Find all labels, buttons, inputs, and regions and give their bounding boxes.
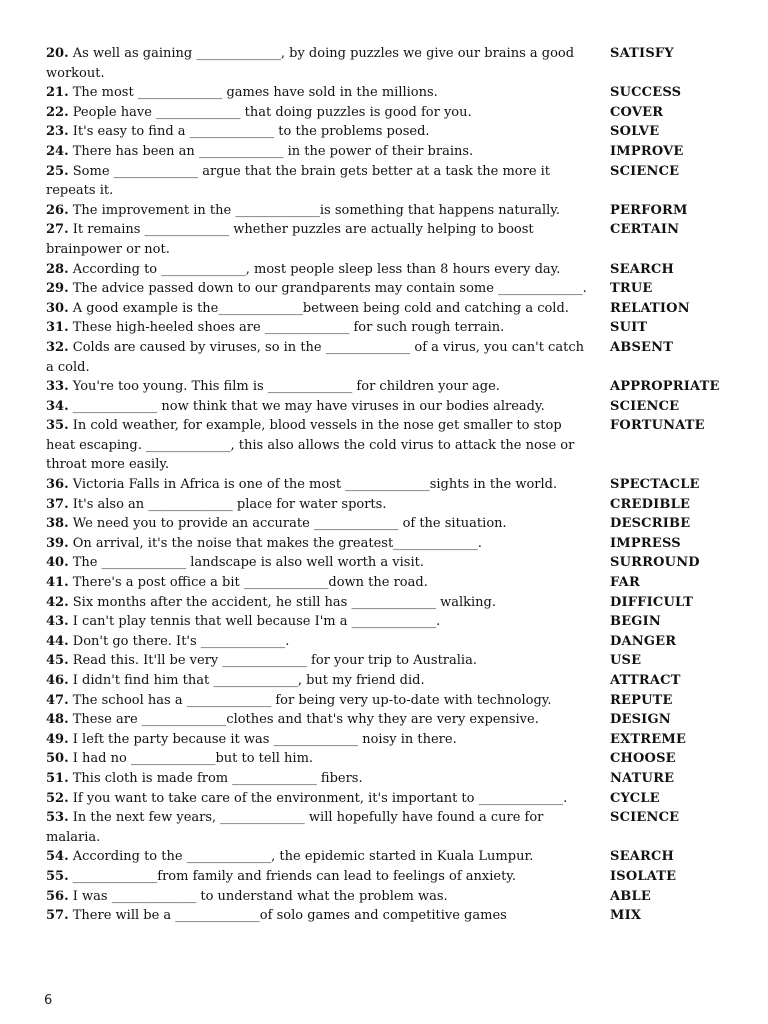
exercise-item <box>46 808 746 847</box>
root-word: FORTUNATE <box>610 418 705 434</box>
exercise-text: I had no _____________but to tell him. <box>72 751 314 767</box>
exercise-text: This cloth is made from _____________ fibers. <box>72 770 363 786</box>
exercise-number: 29. <box>46 281 69 297</box>
exercise-sentence <box>46 710 596 730</box>
exercise-text: _____________ now think that we may have viruses in our bodies already. <box>72 398 545 414</box>
root-word: SURROUND <box>610 555 700 571</box>
exercise-sentence <box>46 553 596 573</box>
exercise-number: 24. <box>46 143 69 159</box>
exercise-text: I left the party because it was _____________ noisy in there. <box>72 731 457 747</box>
exercise-number: 51. <box>46 770 69 786</box>
root-word: SEARCH <box>610 261 675 277</box>
root-word: DESIGN <box>610 712 671 728</box>
exercise-item <box>46 769 746 789</box>
root-word: IMPROVE <box>610 143 684 159</box>
root-word: DESCRIBE <box>610 516 691 532</box>
exercise-text: Don't go there. It's _____________. <box>72 633 290 649</box>
exercise-item <box>46 495 746 515</box>
exercise-number: 42. <box>46 594 69 610</box>
root-word: SPECTACLE <box>610 477 700 493</box>
exercise-item <box>46 632 746 652</box>
exercise-sentence <box>46 789 596 809</box>
exercise-text: I was _____________ to understand what the problem was. <box>72 888 448 904</box>
exercise-number: 25. <box>46 163 69 179</box>
exercise-text: The school has a _____________ for being very up-to-date with technology. <box>72 692 552 708</box>
exercise-number: 54. <box>46 849 69 865</box>
exercise-sentence <box>46 299 596 319</box>
root-word: CREDIBLE <box>610 496 691 512</box>
exercise-sentence <box>46 103 596 123</box>
exercise-sentence <box>46 887 596 907</box>
exercise-sentence <box>46 122 596 142</box>
exercise-number: 33. <box>46 379 69 395</box>
root-word: CYCLE <box>610 790 660 806</box>
exercise-text: I can't play tennis that well because I'm a _____________. <box>72 614 441 630</box>
root-word: ISOLATE <box>610 868 677 884</box>
exercise-text: A good example is the_____________between being cold and catching a cold. <box>72 300 569 316</box>
exercise-number: 34. <box>46 398 69 414</box>
root-word: CERTAIN <box>610 222 680 238</box>
exercise-item <box>46 612 746 632</box>
exercise-sentence <box>46 749 596 769</box>
exercise-list <box>46 44 746 926</box>
exercise-sentence <box>46 260 596 280</box>
exercise-text: The most _____________ games have sold in the millions. <box>72 85 438 101</box>
exercise-sentence <box>46 475 596 495</box>
exercise-text: People have _____________ that doing puzzles is good for you. <box>72 104 472 120</box>
root-word: SEARCH <box>610 849 675 865</box>
exercise-sentence <box>46 220 596 259</box>
root-word: SUIT <box>610 320 648 336</box>
exercise-number: 53. <box>46 810 69 826</box>
exercise-number: 40. <box>46 555 69 571</box>
exercise-item <box>46 201 746 221</box>
exercise-text: According to the _____________, the epidemic started in Kuala Lumpur. <box>72 849 534 865</box>
exercise-item <box>46 397 746 417</box>
exercise-text: These high-heeled shoes are _____________ for such rough terrain. <box>72 320 505 336</box>
exercise-sentence <box>46 573 596 593</box>
exercise-text: _____________from family and friends can lead to feelings of anxiety. <box>72 868 517 884</box>
exercise-item <box>46 867 746 887</box>
exercise-text: We need you to provide an accurate _____________ of the situation. <box>72 516 507 532</box>
exercise-item <box>46 318 746 338</box>
exercise-number: 55. <box>46 868 69 884</box>
exercise-text: You're too young. This film is _____________ for children your age. <box>72 379 500 395</box>
exercise-text: The _____________ landscape is also well worth a visit. <box>72 555 424 571</box>
exercise-item <box>46 377 746 397</box>
root-word: FAR <box>610 575 640 591</box>
root-word: USE <box>610 653 642 669</box>
page-number: 6 <box>44 993 53 1008</box>
exercise-text: It's easy to find a _____________ to the problems posed. <box>72 124 430 140</box>
exercise-number: 21. <box>46 85 69 101</box>
exercise-text: I didn't find him that _____________, but my friend did. <box>72 673 425 688</box>
exercise-item <box>46 534 746 554</box>
exercise-sentence <box>46 514 596 534</box>
root-word: CHOOSE <box>610 751 676 767</box>
exercise-text: The advice passed down to our grandparents may contain some _____________. <box>72 281 587 297</box>
exercise-item <box>46 103 746 123</box>
exercise-text: Read this. It'll be very _____________ for your trip to Australia. <box>72 653 477 669</box>
exercise-sentence <box>46 377 596 397</box>
exercise-text: There will be a _____________of solo games and competitive games <box>72 908 507 924</box>
exercise-number: 31. <box>46 320 69 336</box>
exercise-sentence <box>46 83 596 103</box>
exercise-sentence <box>46 671 596 691</box>
exercise-number: 32. <box>46 339 69 355</box>
exercise-number: 44. <box>46 633 69 649</box>
exercise-item <box>46 514 746 534</box>
exercise-text: If you want to take care of the environment, it's important to _____________. <box>72 790 568 806</box>
root-word: ATTRACT <box>610 673 681 688</box>
exercise-number: 50. <box>46 751 69 767</box>
root-word: TRUE <box>610 281 653 297</box>
exercise-number: 39. <box>46 535 69 551</box>
exercise-sentence <box>46 867 596 887</box>
exercise-text: On arrival, it's the noise that makes the greatest_____________. <box>72 535 482 551</box>
root-word: SATISFY <box>610 46 674 61</box>
exercise-number: 36. <box>46 477 69 493</box>
exercise-item <box>46 789 746 809</box>
exercise-number: 30. <box>46 300 69 316</box>
exercise-item <box>46 416 746 475</box>
exercise-item <box>46 162 746 201</box>
exercise-number: 23. <box>46 124 69 140</box>
root-word: DIFFICULT <box>610 594 694 610</box>
exercise-number: 20. <box>46 46 69 61</box>
exercise-item <box>46 593 746 613</box>
exercise-item <box>46 475 746 495</box>
exercise-sentence <box>46 534 596 554</box>
exercise-item <box>46 83 746 103</box>
root-word: NATURE <box>610 770 675 786</box>
exercise-text: Victoria Falls in Africa is one of the most _____________sights in the world. <box>72 477 558 493</box>
exercise-item <box>46 710 746 730</box>
exercise-number: 52. <box>46 790 69 806</box>
root-word: MIX <box>610 908 642 924</box>
exercise-sentence <box>46 730 596 750</box>
exercise-number: 49. <box>46 731 69 747</box>
exercise-sentence <box>46 632 596 652</box>
exercise-sentence <box>46 162 596 201</box>
exercise-item <box>46 847 746 867</box>
exercise-item <box>46 338 746 377</box>
root-word: COVER <box>610 104 664 120</box>
root-word: APPROPRIATE <box>610 379 720 395</box>
exercise-text: It remains _____________ whether puzzles are actually helping to boost brainpower or not. <box>46 222 534 257</box>
exercise-sentence <box>46 318 596 338</box>
exercise-text: According to _____________, most people sleep less than 8 hours every day. <box>72 261 561 277</box>
exercise-item <box>46 671 746 691</box>
root-word: ABLE <box>610 888 651 904</box>
exercise-number: 37. <box>46 496 69 512</box>
root-word: SOLVE <box>610 124 660 140</box>
root-word: PERFORM <box>610 202 688 218</box>
exercise-number: 46. <box>46 673 69 688</box>
exercise-item <box>46 299 746 319</box>
root-word: SCIENCE <box>610 810 680 826</box>
root-word: RELATION <box>610 300 690 316</box>
exercise-item <box>46 573 746 593</box>
exercise-text: There has been an _____________ in the power of their brains. <box>72 143 474 159</box>
exercise-item <box>46 906 746 926</box>
exercise-number: 38. <box>46 516 69 532</box>
exercise-item <box>46 122 746 142</box>
exercise-item <box>46 651 746 671</box>
exercise-item <box>46 142 746 162</box>
root-word: EXTREME <box>610 731 687 747</box>
exercise-sentence <box>46 397 596 417</box>
root-word: SCIENCE <box>610 163 680 179</box>
exercise-number: 45. <box>46 653 69 669</box>
root-word: BEGIN <box>610 614 661 630</box>
exercise-number: 43. <box>46 614 69 630</box>
exercise-sentence <box>46 808 596 847</box>
root-word: DANGER <box>610 633 677 649</box>
exercise-text: It's also an _____________ place for water sports. <box>72 496 387 512</box>
exercise-sentence <box>46 651 596 671</box>
exercise-item <box>46 220 746 259</box>
exercise-number: 56. <box>46 888 69 904</box>
exercise-text: Colds are caused by viruses, so in the _____________ of a virus, you can't catch a cold. <box>46 339 584 375</box>
exercise-item <box>46 691 746 711</box>
exercise-sentence <box>46 495 596 515</box>
exercise-sentence <box>46 691 596 711</box>
root-word: REPUTE <box>610 692 673 708</box>
root-word: SUCCESS <box>610 85 682 101</box>
exercise-sentence <box>46 847 596 867</box>
exercise-sentence <box>46 416 596 475</box>
root-word: IMPRESS <box>610 535 681 551</box>
exercise-text: In the next few years, _____________ will hopefully have found a cure for malaria. <box>46 810 544 845</box>
exercise-number: 47. <box>46 692 69 708</box>
exercise-text: Some _____________ argue that the brain gets better at a task the more it repeats it. <box>46 163 551 199</box>
root-word: SCIENCE <box>610 398 680 414</box>
exercise-number: 28. <box>46 261 69 277</box>
exercise-sentence <box>46 142 596 162</box>
exercise-item <box>46 730 746 750</box>
exercise-item <box>46 279 746 299</box>
exercise-number: 41. <box>46 575 69 591</box>
exercise-number: 27. <box>46 222 69 238</box>
exercise-sentence <box>46 906 596 926</box>
exercise-sentence <box>46 338 596 377</box>
exercise-number: 57. <box>46 908 69 924</box>
exercise-sentence <box>46 44 596 83</box>
exercise-number: 48. <box>46 712 69 728</box>
exercise-sentence <box>46 201 596 221</box>
exercise-item <box>46 749 746 769</box>
exercise-item <box>46 44 746 83</box>
exercise-text: These are _____________clothes and that's why they are very expensive. <box>72 712 539 728</box>
exercise-item <box>46 553 746 573</box>
exercise-sentence <box>46 612 596 632</box>
exercise-sentence <box>46 279 596 299</box>
exercise-text: Six months after the accident, he still has _____________ walking. <box>72 594 496 610</box>
exercise-text: The improvement in the _____________is something that happens naturally. <box>72 202 561 218</box>
exercise-text: There's a post office a bit _____________down the road. <box>72 575 428 591</box>
exercise-sentence <box>46 593 596 613</box>
exercise-number: 22. <box>46 104 69 120</box>
exercise-item <box>46 260 746 280</box>
exercise-sentence <box>46 769 596 789</box>
exercise-number: 26. <box>46 202 69 218</box>
exercise-text: In cold weather, for example, blood vessels in the nose get smaller to stop heat escaping. _____________, this also allows the cold virus to attack the nose or throat more easily. <box>46 418 575 473</box>
root-word: ABSENT <box>610 339 674 355</box>
exercise-text: As well as gaining _____________, by doing puzzles we give our brains a good workout. <box>46 46 575 81</box>
exercise-number: 35. <box>46 418 69 434</box>
exercise-item <box>46 887 746 907</box>
